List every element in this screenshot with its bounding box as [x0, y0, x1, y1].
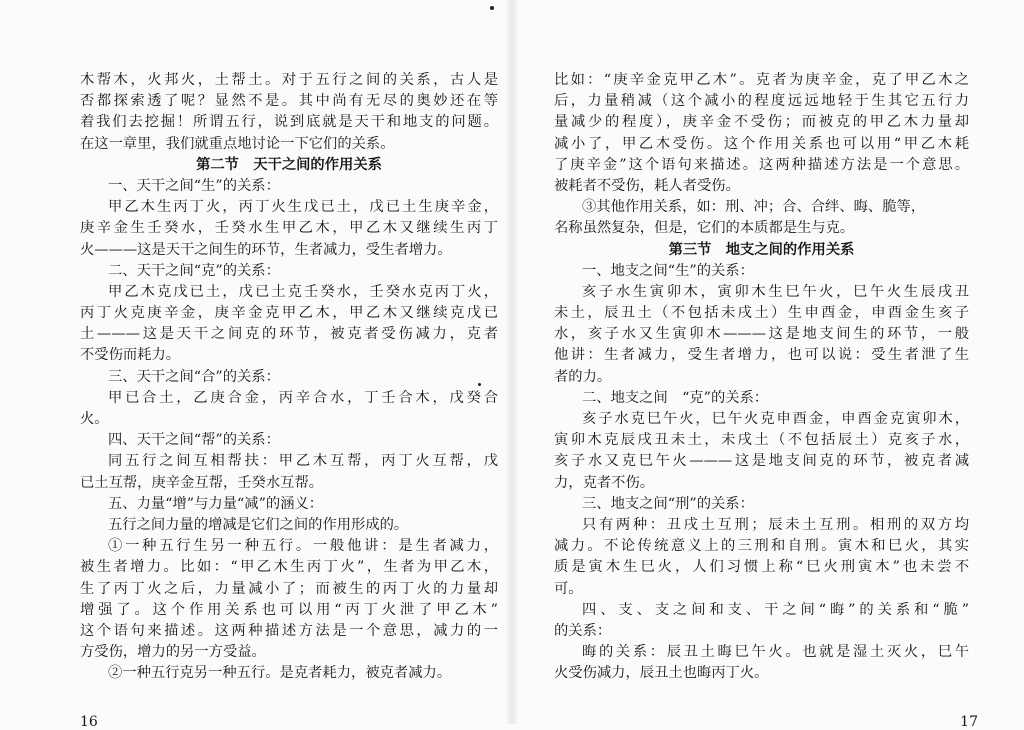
left-page-text — [80, 70, 498, 684]
page-number: 17 — [960, 714, 978, 730]
text-line: 比如：“庚辛金克甲乙木”。克者为庚辛金，克了甲乙木之 — [554, 72, 969, 88]
text-line: 增强了。这个作用关系也可以用“丙丁火泄了甲乙木” — [80, 601, 498, 618]
text-line: 火受伤减力，辰丑土也晦丙丁火。 — [554, 665, 769, 682]
text-line: 者的力。 — [554, 368, 612, 385]
text-line: 同五行之间互相帮扶：甲乙木互帮，丙丁火互帮，戊 — [108, 453, 498, 470]
text-line: 丙丁火克庚辛金，庚辛金克甲乙木，甲乙木又继续克戊已 — [80, 305, 498, 322]
text-line: 土———这是天干之间克的环节，被克者受伤减力，克者 — [80, 326, 498, 343]
text-line: ③其他作用关系，如：刑、冲；合、合绊、晦、脆等， — [582, 199, 926, 216]
text-line: 甲已合土，乙庚合金，丙辛合水，丁壬合木，戊癸合 — [108, 389, 498, 406]
text-line: 二、地支之间 “克”的关系： — [582, 389, 769, 406]
text-line: 这个语句来描述。这两种描述方法是一个意思，减力的一 — [80, 622, 498, 639]
text-line: 亥子水生寅卯木，寅卯木生巳午火，巳午火生辰戌丑 — [582, 283, 969, 300]
section-heading: 第二节 天干之间的作用关系 — [196, 156, 382, 173]
text-line: 亥子水又克巳午火———这是地支间克的环节，被克者减 — [554, 453, 969, 470]
text-line: 方受伤，增力的另一方受益。 — [80, 644, 266, 661]
right-page-text — [554, 70, 969, 684]
text-line: 一、天干之间“生”的关系： — [108, 177, 280, 194]
text-line: 生了丙丁火之后，力量减小了；而被生的丙丁火的力量却 — [80, 580, 498, 597]
text-line: 否都探索透了呢？显然不是。其中尚有无尽的奥妙还在等 — [80, 93, 498, 110]
text-line: 已土互帮，庚辛金互帮，壬癸水互帮。 — [80, 474, 324, 491]
text-line: 四、支、支之间和支、干之间“晦”的关系和“脆” — [582, 601, 969, 618]
text-line: 寅卯木克辰戌丑未土，未戌土（不包括辰土）克亥子水， — [554, 432, 969, 449]
text-line: 甲乙木克戊已土，戊已土克壬癸水，壬癸水克丙丁火， — [108, 283, 498, 300]
text-line: 后，力量稍减（这个减小的程度远远地轻于生其它五行力 — [554, 93, 969, 110]
text-line: 的关系： — [554, 622, 612, 639]
section-heading: 第三节 地支之间的作用关系 — [668, 241, 855, 258]
text-line: 庚辛金生壬癸水，壬癸水生甲乙木，甲乙木又继续生丙丁 — [80, 220, 498, 237]
text-line: 三、地支之间“刑”的关系： — [582, 495, 754, 512]
text-line: 减力。不论传统意义上的三刑和自刑。寅木和巳火，其实 — [554, 538, 969, 555]
scan-speck — [478, 383, 481, 386]
text-line: 质是寅木生巳火，人们习惯上称“巳火刑寅木”也未尝不 — [554, 559, 969, 576]
text-line: 不受伤而耗力。 — [80, 347, 181, 364]
text-line: 水，亥子水又生寅卯木———这是地支间生的环节，一般 — [554, 326, 969, 343]
text-line: 一、地支之间“生”的关系： — [582, 262, 754, 279]
text-line: 火。 — [80, 411, 109, 427]
text-line: 量减少的程度），庚辛金不受伤；而被克的甲乙木力量却 — [554, 114, 969, 131]
text-line: 力，克者不伤。 — [554, 474, 655, 491]
text-line: 在这一章里，我们就重点地讨论一下它们的关系。 — [80, 135, 395, 152]
text-line: 五、力量“增”与力量“减”的涵义： — [108, 495, 324, 512]
text-line: 四、天干之间“帮”的关系： — [108, 432, 280, 449]
text-line: 火———这是天干之间生的环节，生者减力，受生者增力。 — [80, 241, 452, 258]
scan-speck — [490, 6, 494, 10]
page-number: 16 — [80, 714, 98, 730]
text-line: 五行之间力量的增减是它们之间的作用形成的。 — [108, 516, 409, 533]
text-line: ②一种五行克另一种五行。是克者耗力，被克者减力。 — [108, 665, 452, 682]
text-line: 未土，辰丑土（不包括未戌土）生申酉金，申酉金生亥子 — [554, 305, 969, 322]
text-line: 被耗者不受伤，耗人者受伤。 — [554, 177, 740, 194]
text-line: 被生者增力。比如：“甲乙木生丙丁火”，生者为甲乙木， — [80, 559, 498, 576]
text-line: 亥子水克巳午火，巳午火克申酉金，申酉金克寅卯木， — [582, 411, 969, 427]
text-line: 可。 — [554, 580, 583, 597]
text-line: 着我们去挖掘！所谓五行，说到底就是天干和地支的问题。 — [80, 114, 498, 131]
text-line: 二、天干之间“克”的关系： — [108, 262, 280, 279]
text-line: 他讲：生者减力，受生者增力，也可以说：受生者泄了生 — [554, 347, 969, 364]
text-line: 减小了，甲乙木受伤。这个作用关系也可以用“甲乙木耗 — [554, 135, 969, 152]
text-line: 名称虽然复杂，但是，它们的本质都是生与克。 — [554, 220, 855, 237]
text-line: 晦的关系：辰丑土晦巳午火。也就是湿土灭火，巳午 — [582, 644, 969, 661]
text-line: 甲乙木生丙丁火，丙丁火生戊已土，戊已土生庚辛金， — [108, 199, 498, 216]
text-line: 木帮木，火邦火，土帮土。对于五行之间的关系，古人是 — [80, 72, 498, 88]
text-line: 了庚辛金”这个语句来描述。这两种描述方法是一个意思。 — [554, 156, 969, 173]
text-line: 三、天干之间“合”的关系： — [108, 368, 280, 385]
text-line: 只有两种：丑戌土互刑；辰未土互刑。相刑的双方均 — [582, 516, 969, 533]
text-line: ①一种五行生另一种五行。一般他讲：是生者减力， — [108, 538, 498, 555]
